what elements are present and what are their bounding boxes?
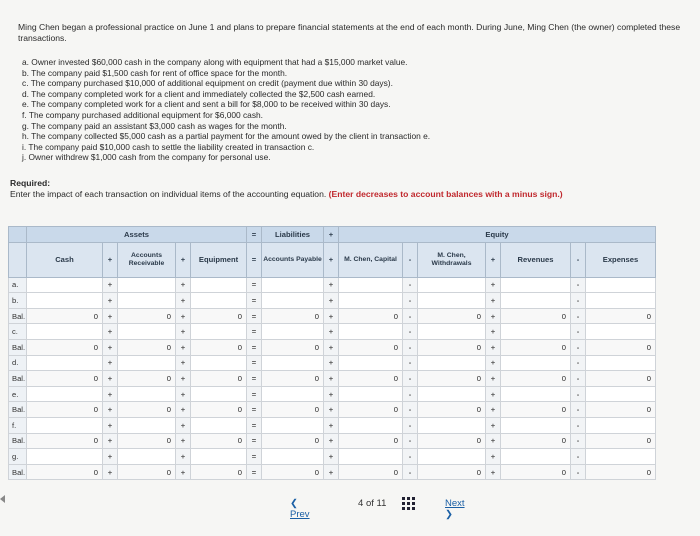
capital-input[interactable] [339,386,403,402]
ap-input[interactable] [262,324,324,340]
revenues-input[interactable] [501,449,571,465]
operator-cell: - [571,308,586,324]
operator-cell: + [324,464,339,480]
required-section [10,178,690,199]
table-row [9,386,656,402]
expenses-input[interactable]: 0 [586,308,656,324]
cash-input[interactable]: 0 [27,339,103,355]
capital-input[interactable]: 0 [339,371,403,387]
operator-cell: - [403,308,418,324]
operator-cell: - [403,293,418,309]
ap-input[interactable]: 0 [262,402,324,418]
equipment-input[interactable] [191,386,247,402]
table-row [9,308,656,324]
operator-cell: = [247,386,262,402]
withdrawals-input[interactable] [418,355,486,371]
operator-cell: + [176,339,191,355]
cash-input[interactable]: 0 [27,433,103,449]
operator-cell: - [403,464,418,480]
withdrawals-input[interactable]: 0 [418,339,486,355]
equipment-input[interactable]: 0 [191,371,247,387]
operator-cell: + [176,433,191,449]
ar-input[interactable] [118,277,176,293]
revenues-input[interactable]: 0 [501,308,571,324]
revenues-input[interactable] [501,386,571,402]
ap-input[interactable]: 0 [262,371,324,387]
cash-input[interactable]: 0 [27,402,103,418]
expenses-input[interactable]: 0 [586,371,656,387]
revenues-input[interactable]: 0 [501,433,571,449]
required-text: Enter the impact of each transaction on individual items of the accounting equation. [10,188,327,199]
withdrawals-input[interactable] [418,324,486,340]
capital-input[interactable] [339,293,403,309]
operator-cell: - [403,324,418,340]
operator-cell: - [571,277,586,293]
row-label: f. [9,417,27,433]
operator-cell: + [486,339,501,355]
row-label: Bal. [9,433,27,449]
operator-cell: - [571,433,586,449]
row-label: Bal. [9,339,27,355]
required-title: Required: [10,178,51,188]
expenses-input[interactable] [586,293,656,309]
revenues-input[interactable]: 0 [501,464,571,480]
ap-input[interactable] [262,417,324,433]
col-accounts-payable: Accounts Payable [262,242,324,277]
operator-cell: + [103,402,118,418]
withdrawals-input[interactable] [418,417,486,433]
cash-input[interactable] [27,386,103,402]
transaction-h: h. The company collected $5,000 cash as a partial payment for the amount owed by the client in transaction e. [22,131,431,142]
capital-input[interactable] [339,417,403,433]
scroll-left-icon[interactable] [0,495,6,503]
operator-cell: - [403,449,418,465]
revenues-input[interactable]: 0 [501,371,571,387]
capital-input[interactable]: 0 [339,308,403,324]
withdrawals-input[interactable] [418,293,486,309]
operator-cell: - [403,355,418,371]
operator-cell: - [403,277,418,293]
transaction-d: d. The company completed work for a client and immediately collected the $2,500 cash earned. [22,88,376,99]
equals-header: = [247,227,262,243]
revenues-input[interactable] [501,324,571,340]
ap-input[interactable]: 0 [262,433,324,449]
cash-input[interactable] [27,417,103,433]
cash-input[interactable] [27,449,103,465]
transaction-g: g. The company paid an assistant $3,000 cash as wages for the month. [22,120,287,131]
operator-cell: + [103,277,118,293]
ar-input[interactable]: 0 [118,402,176,418]
equipment-input[interactable]: 0 [191,464,247,480]
equipment-input[interactable] [191,355,247,371]
row-label: a. [9,277,27,293]
table-row [9,449,656,465]
table-row [9,464,656,480]
ar-input[interactable] [118,324,176,340]
ap-input[interactable]: 0 [262,339,324,355]
withdrawals-input[interactable] [418,386,486,402]
operator-cell: + [103,324,118,340]
operator-cell: + [486,464,501,480]
ar-input[interactable] [118,449,176,465]
operator-cell: - [571,402,586,418]
grid-menu-icon[interactable] [402,497,416,511]
op-plus: + [103,242,118,277]
table-row [9,324,656,340]
plus-header: + [324,227,339,243]
operator-cell: - [571,417,586,433]
operator-cell: + [324,417,339,433]
revenues-input[interactable] [501,417,571,433]
row-label: g. [9,449,27,465]
row-label: Bal. [9,464,27,480]
operator-cell: + [103,355,118,371]
col-withdrawals: M. Chen, Withdrawals [418,242,486,277]
op-equals: = [247,242,262,277]
op-minus: - [403,242,418,277]
operator-cell: + [103,417,118,433]
transaction-i: i. The company paid $10,000 cash to settle the liability created in transaction c. [22,141,315,152]
expenses-input[interactable]: 0 [586,464,656,480]
op-minus: - [571,242,586,277]
revenues-input[interactable] [501,277,571,293]
cash-input[interactable]: 0 [27,308,103,324]
operator-cell: + [103,464,118,480]
operator-cell: + [176,371,191,387]
operator-cell: + [324,449,339,465]
ar-input[interactable]: 0 [118,464,176,480]
transaction-b: b. The company paid $1,500 cash for rent of office space for the month. [22,67,288,78]
table-row [9,402,656,418]
operator-cell: - [571,339,586,355]
operator-cell: = [247,417,262,433]
withdrawals-input[interactable]: 0 [418,308,486,324]
equipment-input[interactable] [191,277,247,293]
expenses-input[interactable]: 0 [586,433,656,449]
operator-cell: = [247,402,262,418]
operator-cell: + [103,386,118,402]
operator-cell: + [324,371,339,387]
operator-cell: + [324,324,339,340]
capital-input[interactable]: 0 [339,339,403,355]
op-plus: + [486,242,501,277]
table-row [9,371,656,387]
transaction-list [22,57,430,163]
next-button[interactable]: Next ❯ [445,498,465,520]
expenses-input[interactable] [586,324,656,340]
expenses-input[interactable] [586,449,656,465]
operator-cell: + [176,402,191,418]
ap-input[interactable] [262,355,324,371]
expenses-input[interactable] [586,386,656,402]
operator-cell: + [176,355,191,371]
equipment-input[interactable] [191,417,247,433]
cash-input[interactable] [27,293,103,309]
equipment-input[interactable] [191,449,247,465]
expenses-input[interactable] [586,277,656,293]
equipment-input[interactable] [191,324,247,340]
operator-cell: + [486,371,501,387]
ar-input[interactable]: 0 [118,339,176,355]
equipment-input[interactable]: 0 [191,402,247,418]
prev-button[interactable]: ❮ Prev [290,498,310,520]
table-row [9,277,656,293]
withdrawals-input[interactable] [418,449,486,465]
revenues-input[interactable]: 0 [501,339,571,355]
table-row [9,339,656,355]
ar-input[interactable]: 0 [118,308,176,324]
cash-input[interactable]: 0 [27,464,103,480]
ar-input[interactable]: 0 [118,433,176,449]
ap-input[interactable]: 0 [262,464,324,480]
operator-cell: + [103,293,118,309]
operator-cell: = [247,339,262,355]
col-expenses: Expenses [586,242,656,277]
operator-cell: + [176,308,191,324]
assets-header: Assets [27,227,247,243]
operator-cell: = [247,355,262,371]
accounting-equation-table [8,226,656,480]
operator-cell: + [324,339,339,355]
row-label: e. [9,386,27,402]
ar-input[interactable] [118,355,176,371]
operator-cell: = [247,433,262,449]
col-equipment: Equipment [191,242,247,277]
ar-input[interactable]: 0 [118,371,176,387]
operator-cell: - [571,324,586,340]
operator-cell: = [247,324,262,340]
operator-cell: - [571,355,586,371]
transaction-f: f. The company purchased additional equipment for $6,000 cash. [22,109,264,120]
liabilities-header: Liabilities [262,227,324,243]
required-emphasis: (Enter decreases to account balances with a minus sign.) [328,188,563,199]
operator-cell: - [403,371,418,387]
operator-cell: - [403,339,418,355]
operator-cell: + [176,464,191,480]
operator-cell: - [403,433,418,449]
operator-cell: = [247,293,262,309]
operator-cell: + [324,355,339,371]
operator-cell: - [571,449,586,465]
operator-cell: + [324,308,339,324]
op-plus: + [324,242,339,277]
transaction-j: j. Owner withdrew $1,000 cash from the company for personal use. [22,152,271,163]
operator-cell: + [486,449,501,465]
operator-cell: + [486,293,501,309]
ap-input[interactable] [262,386,324,402]
operator-cell: + [486,417,501,433]
op-plus: + [176,242,191,277]
row-label: c. [9,324,27,340]
operator-cell: + [486,402,501,418]
operator-cell: + [486,277,501,293]
equipment-input[interactable]: 0 [191,339,247,355]
ap-input[interactable] [262,277,324,293]
col-capital: M. Chen, Capital [339,242,403,277]
operator-cell: + [324,433,339,449]
table-row [9,417,656,433]
operator-cell: = [247,371,262,387]
ar-input[interactable] [118,386,176,402]
operator-cell: + [176,417,191,433]
ap-input[interactable]: 0 [262,308,324,324]
operator-cell: + [486,386,501,402]
operator-cell: + [486,308,501,324]
row-label: d. [9,355,27,371]
operator-cell: + [103,308,118,324]
operator-cell: + [103,339,118,355]
table-row [9,293,656,309]
col-cash: Cash [27,242,103,277]
revenues-input[interactable] [501,293,571,309]
cash-input[interactable] [27,277,103,293]
operator-cell: - [403,402,418,418]
operator-cell: - [571,386,586,402]
operator-cell: + [103,433,118,449]
revenues-input[interactable]: 0 [501,402,571,418]
equipment-input[interactable]: 0 [191,433,247,449]
transaction-c: c. The company purchased $10,000 of additional equipment on credit (payment due within 30 days). [22,78,393,89]
operator-cell: + [486,324,501,340]
expenses-input[interactable]: 0 [586,402,656,418]
ar-input[interactable] [118,417,176,433]
operator-cell: + [486,433,501,449]
operator-cell: + [103,371,118,387]
col-revenues: Revenues [501,242,571,277]
chevron-left-icon: ❮ [290,498,298,509]
expenses-input[interactable] [586,417,656,433]
equipment-input[interactable]: 0 [191,308,247,324]
capital-input[interactable] [339,324,403,340]
capital-input[interactable]: 0 [339,402,403,418]
capital-input[interactable] [339,449,403,465]
cash-input[interactable] [27,355,103,371]
col-accounts-receivable: Accounts Receivable [118,242,176,277]
operator-cell: = [247,449,262,465]
operator-cell: + [324,277,339,293]
operator-cell: + [176,386,191,402]
withdrawals-input[interactable]: 0 [418,371,486,387]
row-label: Bal. [9,371,27,387]
ar-input[interactable] [118,293,176,309]
operator-cell: + [176,293,191,309]
operator-cell: + [103,449,118,465]
equipment-input[interactable] [191,293,247,309]
operator-cell: + [486,355,501,371]
transaction-e: e. The company completed work for a client and sent a bill for $8,000 to be received within 30 days. [22,99,391,110]
operator-cell: - [571,371,586,387]
cash-input[interactable] [27,324,103,340]
table-row [9,355,656,371]
transaction-a: a. Owner invested $60,000 cash in the company along with equipment that had a $15,000 market value. [22,57,408,67]
accounting-equation-grid [8,226,696,477]
operator-cell: - [571,464,586,480]
operator-cell: + [176,449,191,465]
operator-cell: = [247,277,262,293]
problem-intro: Ming Chen began a professional practice on June 1 and plans to prepare financial statements at the end of each month. During June, Ming Chen (the owner) completed these transactions. [18,22,681,43]
operator-cell: - [571,293,586,309]
equity-header: Equity [339,227,656,243]
ap-input[interactable] [262,449,324,465]
operator-cell: - [403,417,418,433]
capital-input[interactable]: 0 [339,433,403,449]
operator-cell: + [176,277,191,293]
operator-cell: - [403,386,418,402]
row-label: Bal. [9,402,27,418]
ap-input[interactable] [262,293,324,309]
expenses-input[interactable] [586,355,656,371]
row-label: b. [9,293,27,309]
operator-cell: = [247,308,262,324]
withdrawals-input[interactable]: 0 [418,433,486,449]
capital-input[interactable]: 0 [339,464,403,480]
operator-cell: + [324,402,339,418]
operator-cell: + [324,293,339,309]
expenses-input[interactable]: 0 [586,339,656,355]
revenues-input[interactable] [501,355,571,371]
cash-input[interactable]: 0 [27,371,103,387]
withdrawals-input[interactable] [418,277,486,293]
chevron-right-icon: ❯ [445,509,453,520]
operator-cell: + [324,386,339,402]
table-row [9,433,656,449]
row-label: Bal. [9,308,27,324]
withdrawals-input[interactable]: 0 [418,402,486,418]
operator-cell: + [176,324,191,340]
withdrawals-input[interactable]: 0 [418,464,486,480]
capital-input[interactable] [339,355,403,371]
capital-input[interactable] [339,277,403,293]
page-indicator: 4 of 11 [358,498,387,509]
operator-cell: = [247,464,262,480]
